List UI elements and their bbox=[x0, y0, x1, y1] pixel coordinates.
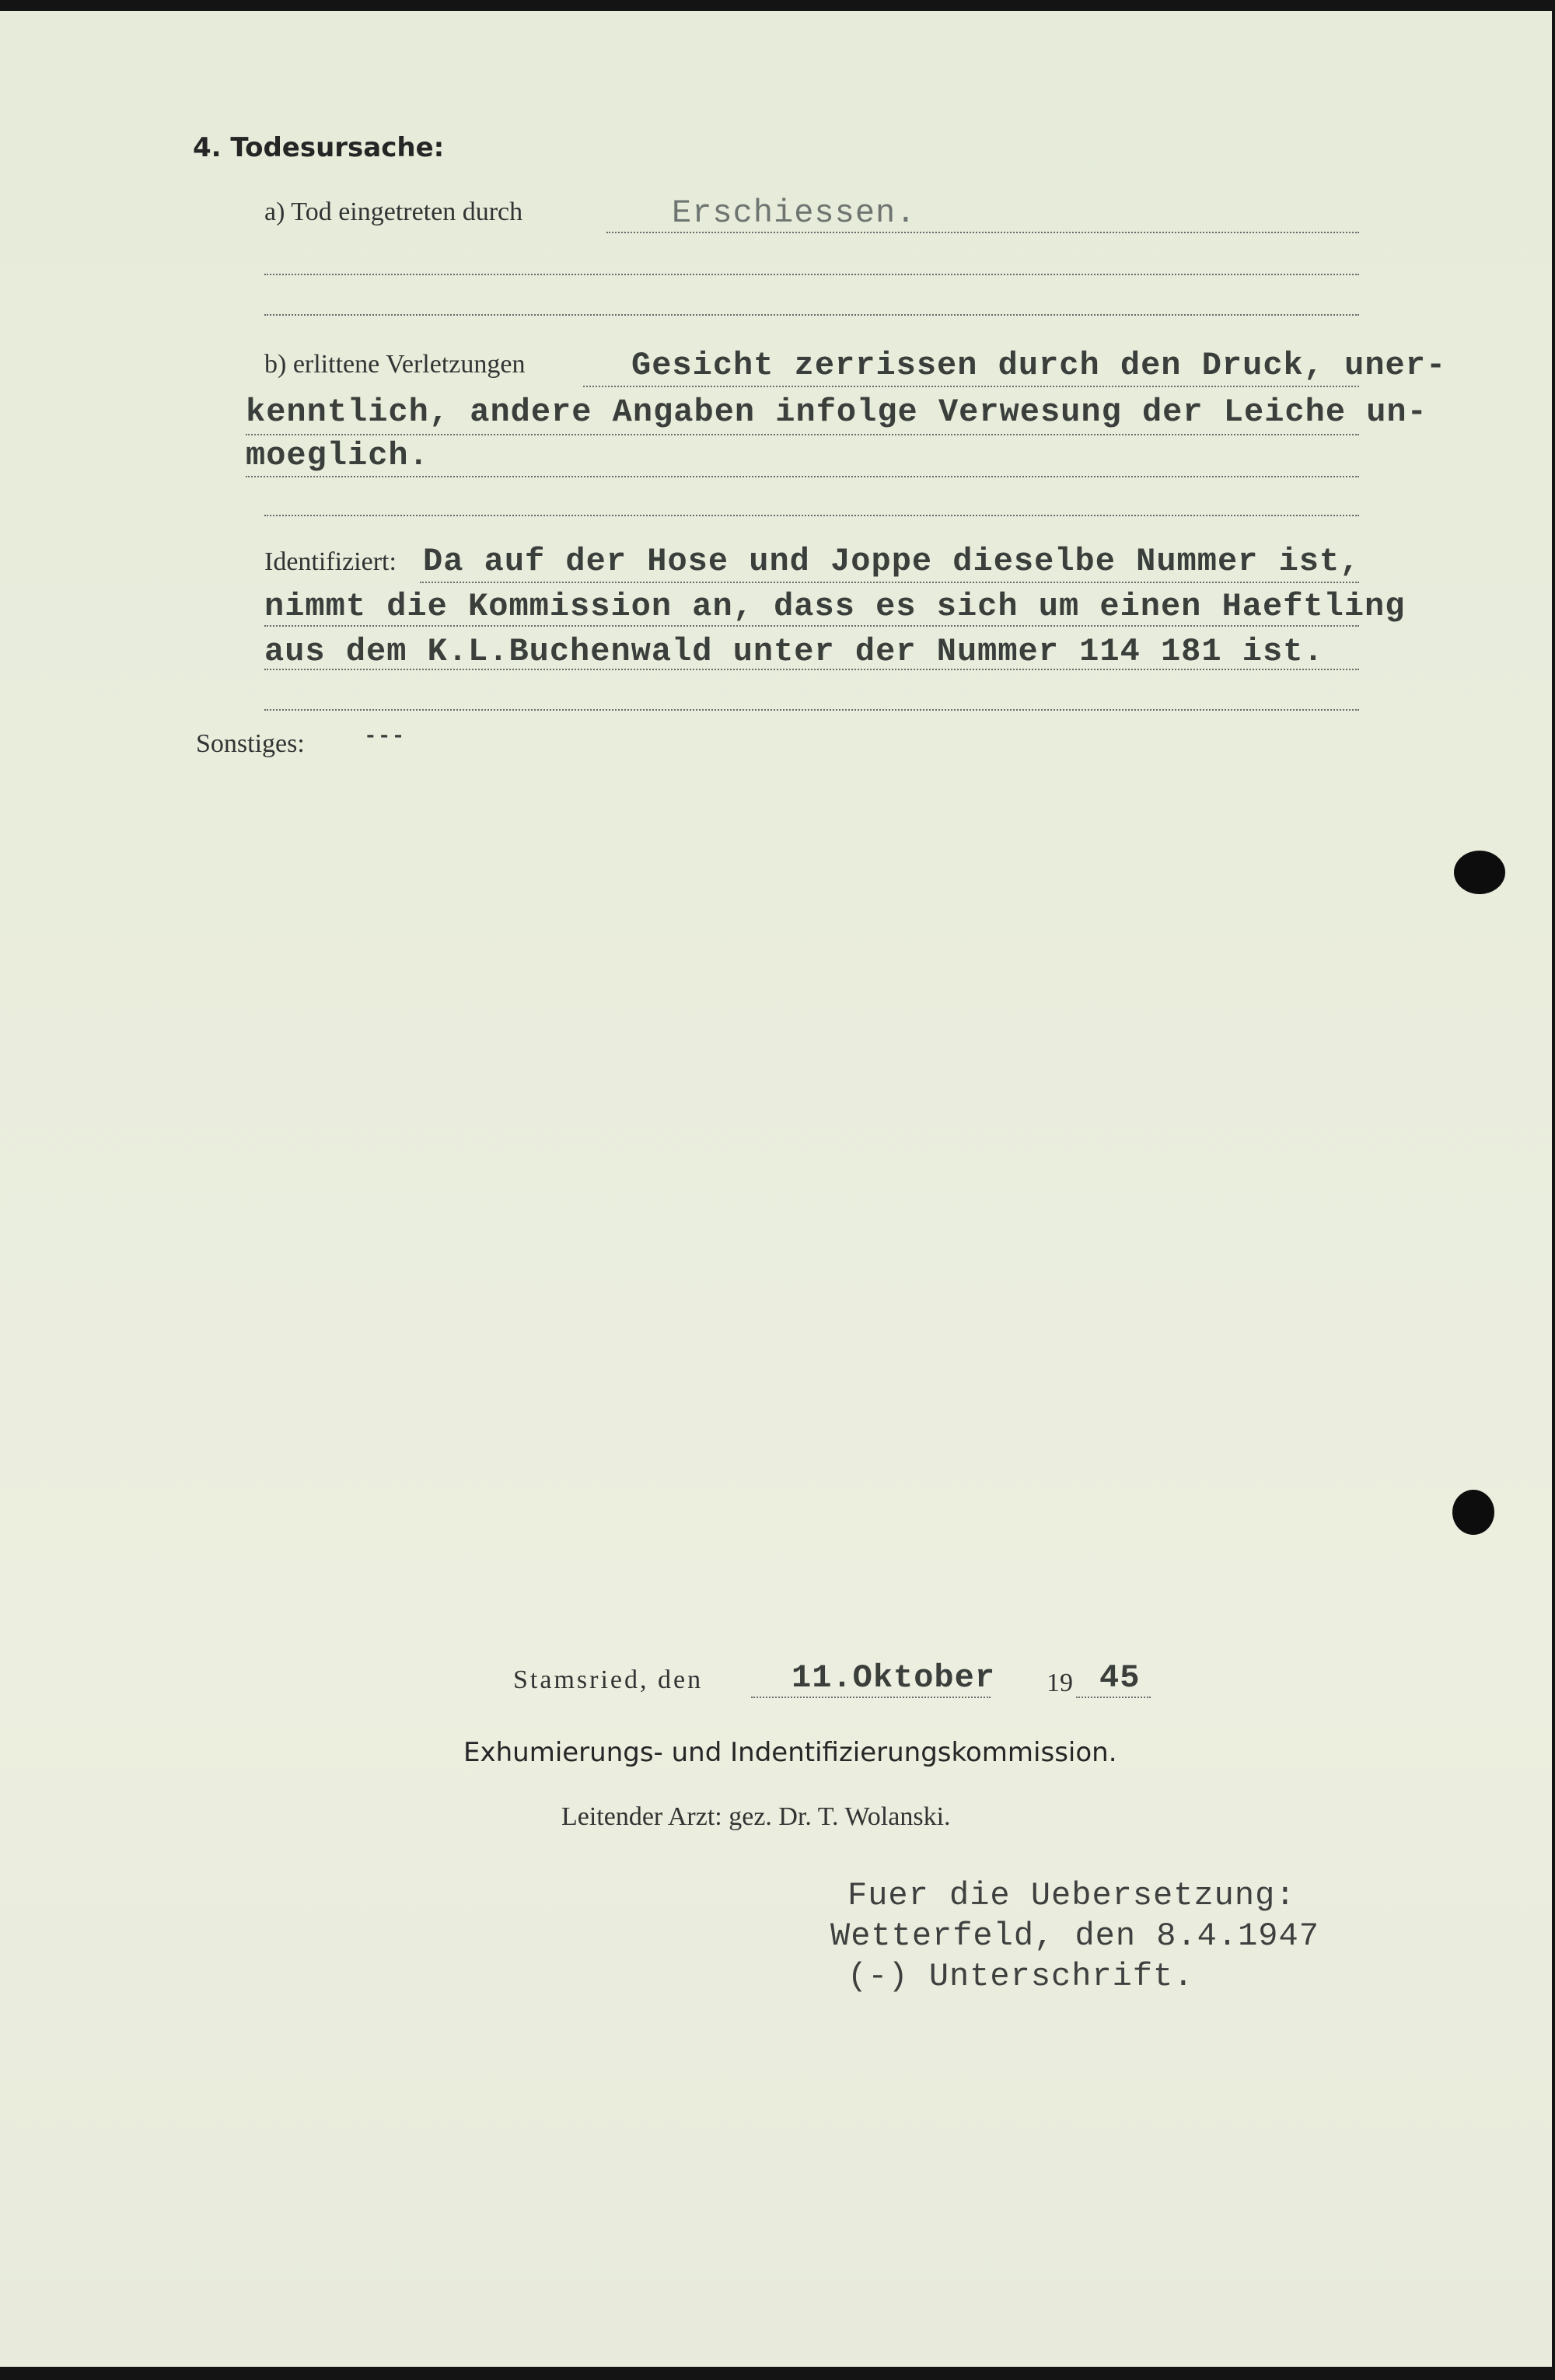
commission-name: Exhumierungs- und Indentifizierungskommission. bbox=[463, 1737, 1117, 1768]
scan-edge-top bbox=[0, 0, 1555, 11]
injuries-value-line2: kenntlich, andere Angaben infolge Verwesung der Leiche un- bbox=[246, 393, 1427, 431]
injuries-line bbox=[583, 386, 1359, 387]
cause-label: a) Tod eingetreten durch bbox=[264, 197, 523, 226]
blank-line bbox=[264, 515, 1359, 516]
injuries-value-line3: moeglich. bbox=[246, 437, 429, 474]
injuries-value-line1: Gesicht zerrissen durch den Druck, uner- bbox=[631, 347, 1447, 384]
injuries-line bbox=[246, 476, 1359, 477]
cause-line bbox=[606, 232, 1359, 233]
section-heading: 4. Todesursache: bbox=[193, 132, 445, 163]
lead-doctor: Leitender Arzt: gez. Dr. T. Wolanski. bbox=[561, 1802, 951, 1831]
punch-hole bbox=[1452, 1490, 1494, 1535]
punch-hole bbox=[1454, 851, 1505, 894]
injuries-label: b) erlittene Verletzungen bbox=[264, 350, 526, 379]
document-page bbox=[0, 11, 1552, 2367]
translation-line1: Fuer die Uebersetzung: bbox=[847, 1877, 1296, 1914]
blank-line bbox=[264, 314, 1359, 316]
identified-value-line1: Da auf der Hose und Joppe dieselbe Nummer ist, bbox=[423, 543, 1361, 580]
identified-line bbox=[264, 625, 1359, 627]
translation-line2: Wetterfeld, den 8.4.1947 bbox=[830, 1917, 1319, 1955]
other-label: Sonstiges: bbox=[196, 729, 305, 758]
scan-edge-bottom bbox=[0, 2367, 1555, 2380]
translation-line3: (-) Unterschrift. bbox=[847, 1958, 1194, 1995]
date-line bbox=[751, 1697, 991, 1698]
cause-value: Erschiessen. bbox=[672, 194, 917, 232]
identified-line bbox=[420, 582, 1359, 583]
year-line bbox=[1076, 1697, 1151, 1698]
identified-line bbox=[264, 669, 1359, 670]
other-value: --- bbox=[364, 725, 406, 749]
identified-value-line3: aus dem K.L.Buchenwald unter der Nummer 114 181 ist. bbox=[264, 633, 1324, 670]
blank-line bbox=[264, 274, 1359, 275]
scan-edge-right bbox=[1552, 0, 1555, 2380]
year-suffix: 45 bbox=[1099, 1659, 1141, 1697]
blank-line bbox=[264, 709, 1359, 711]
identified-label: Identifiziert: bbox=[264, 547, 397, 576]
year-prefix: 19 bbox=[1047, 1669, 1073, 1697]
injuries-line bbox=[246, 434, 1359, 435]
date-value: 11.Oktober bbox=[791, 1659, 996, 1697]
identified-value-line2: nimmt die Kommission an, dass es sich um einen Haeftling bbox=[264, 588, 1406, 625]
place-label: Stamsried, den bbox=[513, 1665, 704, 1694]
